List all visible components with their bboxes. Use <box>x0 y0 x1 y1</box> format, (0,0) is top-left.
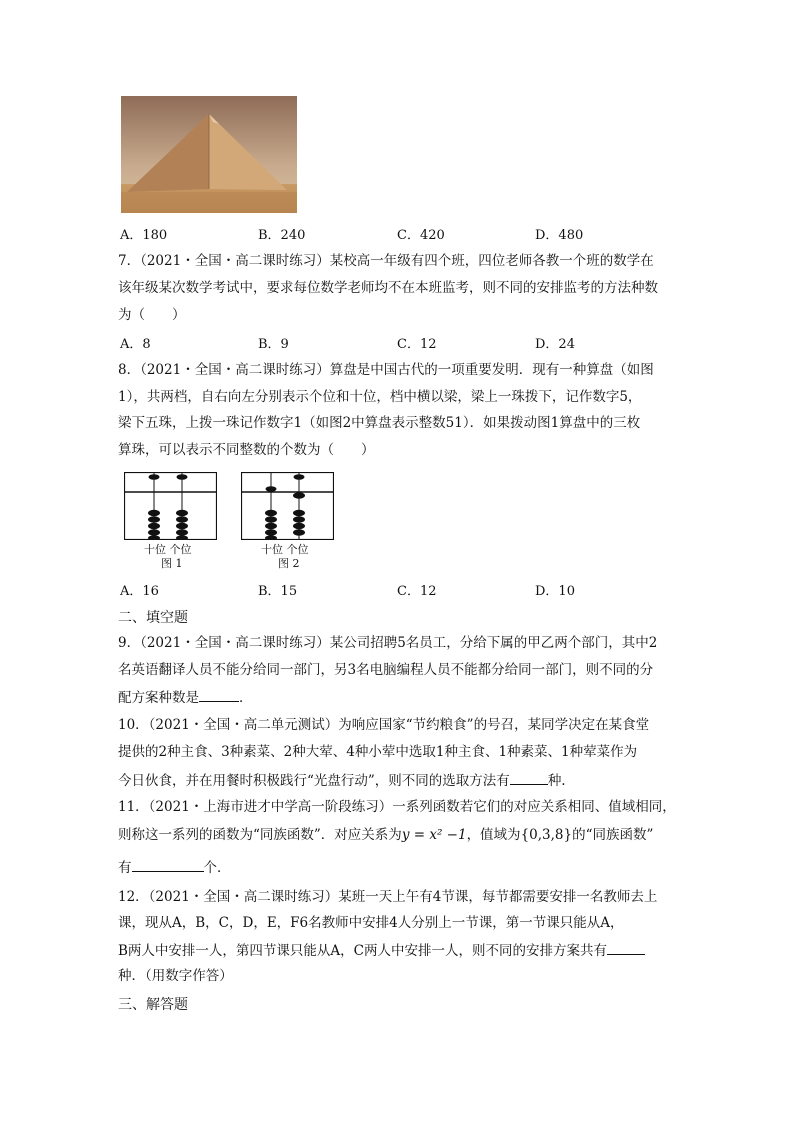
q11-line-2-text: 则称这一系列的函数为“同族函数”．对应关系为 <box>118 827 402 843</box>
q7-option-a[interactable]: A．8 <box>120 337 151 352</box>
q6-option-a[interactable]: A．180 <box>120 228 168 243</box>
q8-line-1: 8．（2021・全国・高二课时练习）算盘是中国古代的一项重要发明．现有一种算盘（如图 <box>118 362 654 378</box>
q10-line-3 <box>118 771 566 790</box>
fig1-caption: 图 1 <box>161 557 183 570</box>
q8-option-c[interactable]: C．12 <box>397 584 437 599</box>
section-fill-in: 二、填空题 <box>118 610 188 626</box>
q7-line-1: 7．（2021・全国・高二课时练习）某校高一年级有四个班，四位老师各教一个班的数学在 <box>118 253 654 269</box>
abacus-figure-2 <box>241 472 334 540</box>
q8-options <box>118 580 738 598</box>
q8-line-4: 算珠，可以表示不同整数的个数为（ ） <box>118 442 375 458</box>
q11-line-2 <box>118 826 653 844</box>
q7-option-d[interactable]: D．24 <box>535 337 575 352</box>
q6-options <box>118 224 738 242</box>
q11-line-3 <box>118 858 231 877</box>
q11-line-2-mid: ，值域为 <box>466 827 521 843</box>
q12-line-4: 种．（用数字作答） <box>118 968 233 984</box>
q7-line-3: 为（ ） <box>118 307 186 323</box>
q6-option-b[interactable]: B．240 <box>258 228 306 243</box>
q11-range: {0,3,8} <box>520 827 573 843</box>
q9-line-2: 名英语翻译人员不能分给同一部门，另3名电脑编程人员不能都分给同一部门，则不同的分 <box>118 662 654 678</box>
q11-line-3-end: 个． <box>203 860 231 876</box>
q10-line-3-end: 种. <box>547 773 566 789</box>
q7-option-c[interactable]: C．12 <box>397 337 437 352</box>
q8-option-b[interactable]: B．15 <box>258 584 298 599</box>
abacus-figure-1 <box>124 472 217 540</box>
q12-line-3-text: B两人中安排一人，第四节课只能从A，C两人中安排一人，则不同的安排方案共有 <box>118 943 607 959</box>
q11-answer-blank[interactable] <box>132 858 204 872</box>
q9-line-1: 9．（2021・全国・高二课时练习）某公司招聘5名员工，分给下属的甲乙两个部门，其中2 <box>118 635 658 651</box>
q8-line-2: 1），共两档，自右向左分别表示个位和十位，档中横以梁，梁上一珠拨下，记作数字5， <box>118 389 642 405</box>
q11-formula: y = x² −1 <box>401 827 467 843</box>
q7-options <box>118 333 738 351</box>
q12-answer-blank[interactable] <box>607 941 645 955</box>
q10-answer-blank[interactable] <box>510 771 548 785</box>
fig1-place-labels: 十位 个位 <box>144 543 192 556</box>
q10-line-1: 10．（2021・全国・高二单元测试）为响应国家“节约粮食”的号召，某同学决定在某食堂 <box>118 717 650 733</box>
q12-line-3 <box>118 941 645 960</box>
q12-line-1: 12．（2021・全国・高二课时练习）某班一天上午有4节课，每节都需要安排一名教师去上 <box>118 889 658 905</box>
q6-option-d[interactable]: D．480 <box>535 228 584 243</box>
q9-answer-blank[interactable] <box>199 688 239 702</box>
q11-line-1: 11．（2021・上海市进才中学高一阶段练习）一系列函数若它们的对应关系相同、值域相同， <box>118 799 676 815</box>
q8-option-a[interactable]: A．16 <box>120 584 159 599</box>
q11-line-3-text: 有 <box>118 860 132 876</box>
q11-line-2-end: 的“同族函数” <box>572 827 654 843</box>
q9-line-3-end: ． <box>239 690 253 706</box>
q10-line-3-text: 今日伙食，并在用餐时积极践行“光盘行动”，则不同的选取方法有 <box>118 773 510 789</box>
q9-line-3-text: 配方案种数是 <box>118 690 199 706</box>
section-solutions: 三、解答题 <box>118 997 188 1013</box>
q6-option-c[interactable]: C．420 <box>397 228 445 243</box>
q9-line-3 <box>118 688 253 707</box>
fig2-caption: 图 2 <box>278 557 300 570</box>
pyramid-photo <box>121 96 297 213</box>
q7-option-b[interactable]: B．9 <box>258 337 289 352</box>
q10-line-2: 提供的2种主食、3种素菜、2种大荤、4种小荤中选取1种主食、1种素菜、1种荤菜作为 <box>118 744 638 760</box>
q8-option-d[interactable]: D．10 <box>535 584 575 599</box>
q8-line-3: 梁下五珠，上拨一珠记作数字1（如图2中算盘表示整数51）．如果拨动图1算盘中的三枚 <box>118 415 641 431</box>
q7-line-2: 该年级某次数学考试中，要求每位数学老师均不在本班监考，则不同的安排监考的方法种数 <box>118 280 658 296</box>
q12-line-2: 课，现从A，B，C，D，E，F6名教师中安排4人分别上一节课，第一节课只能从A， <box>118 915 624 931</box>
fig2-place-labels: 十位 个位 <box>261 543 309 556</box>
